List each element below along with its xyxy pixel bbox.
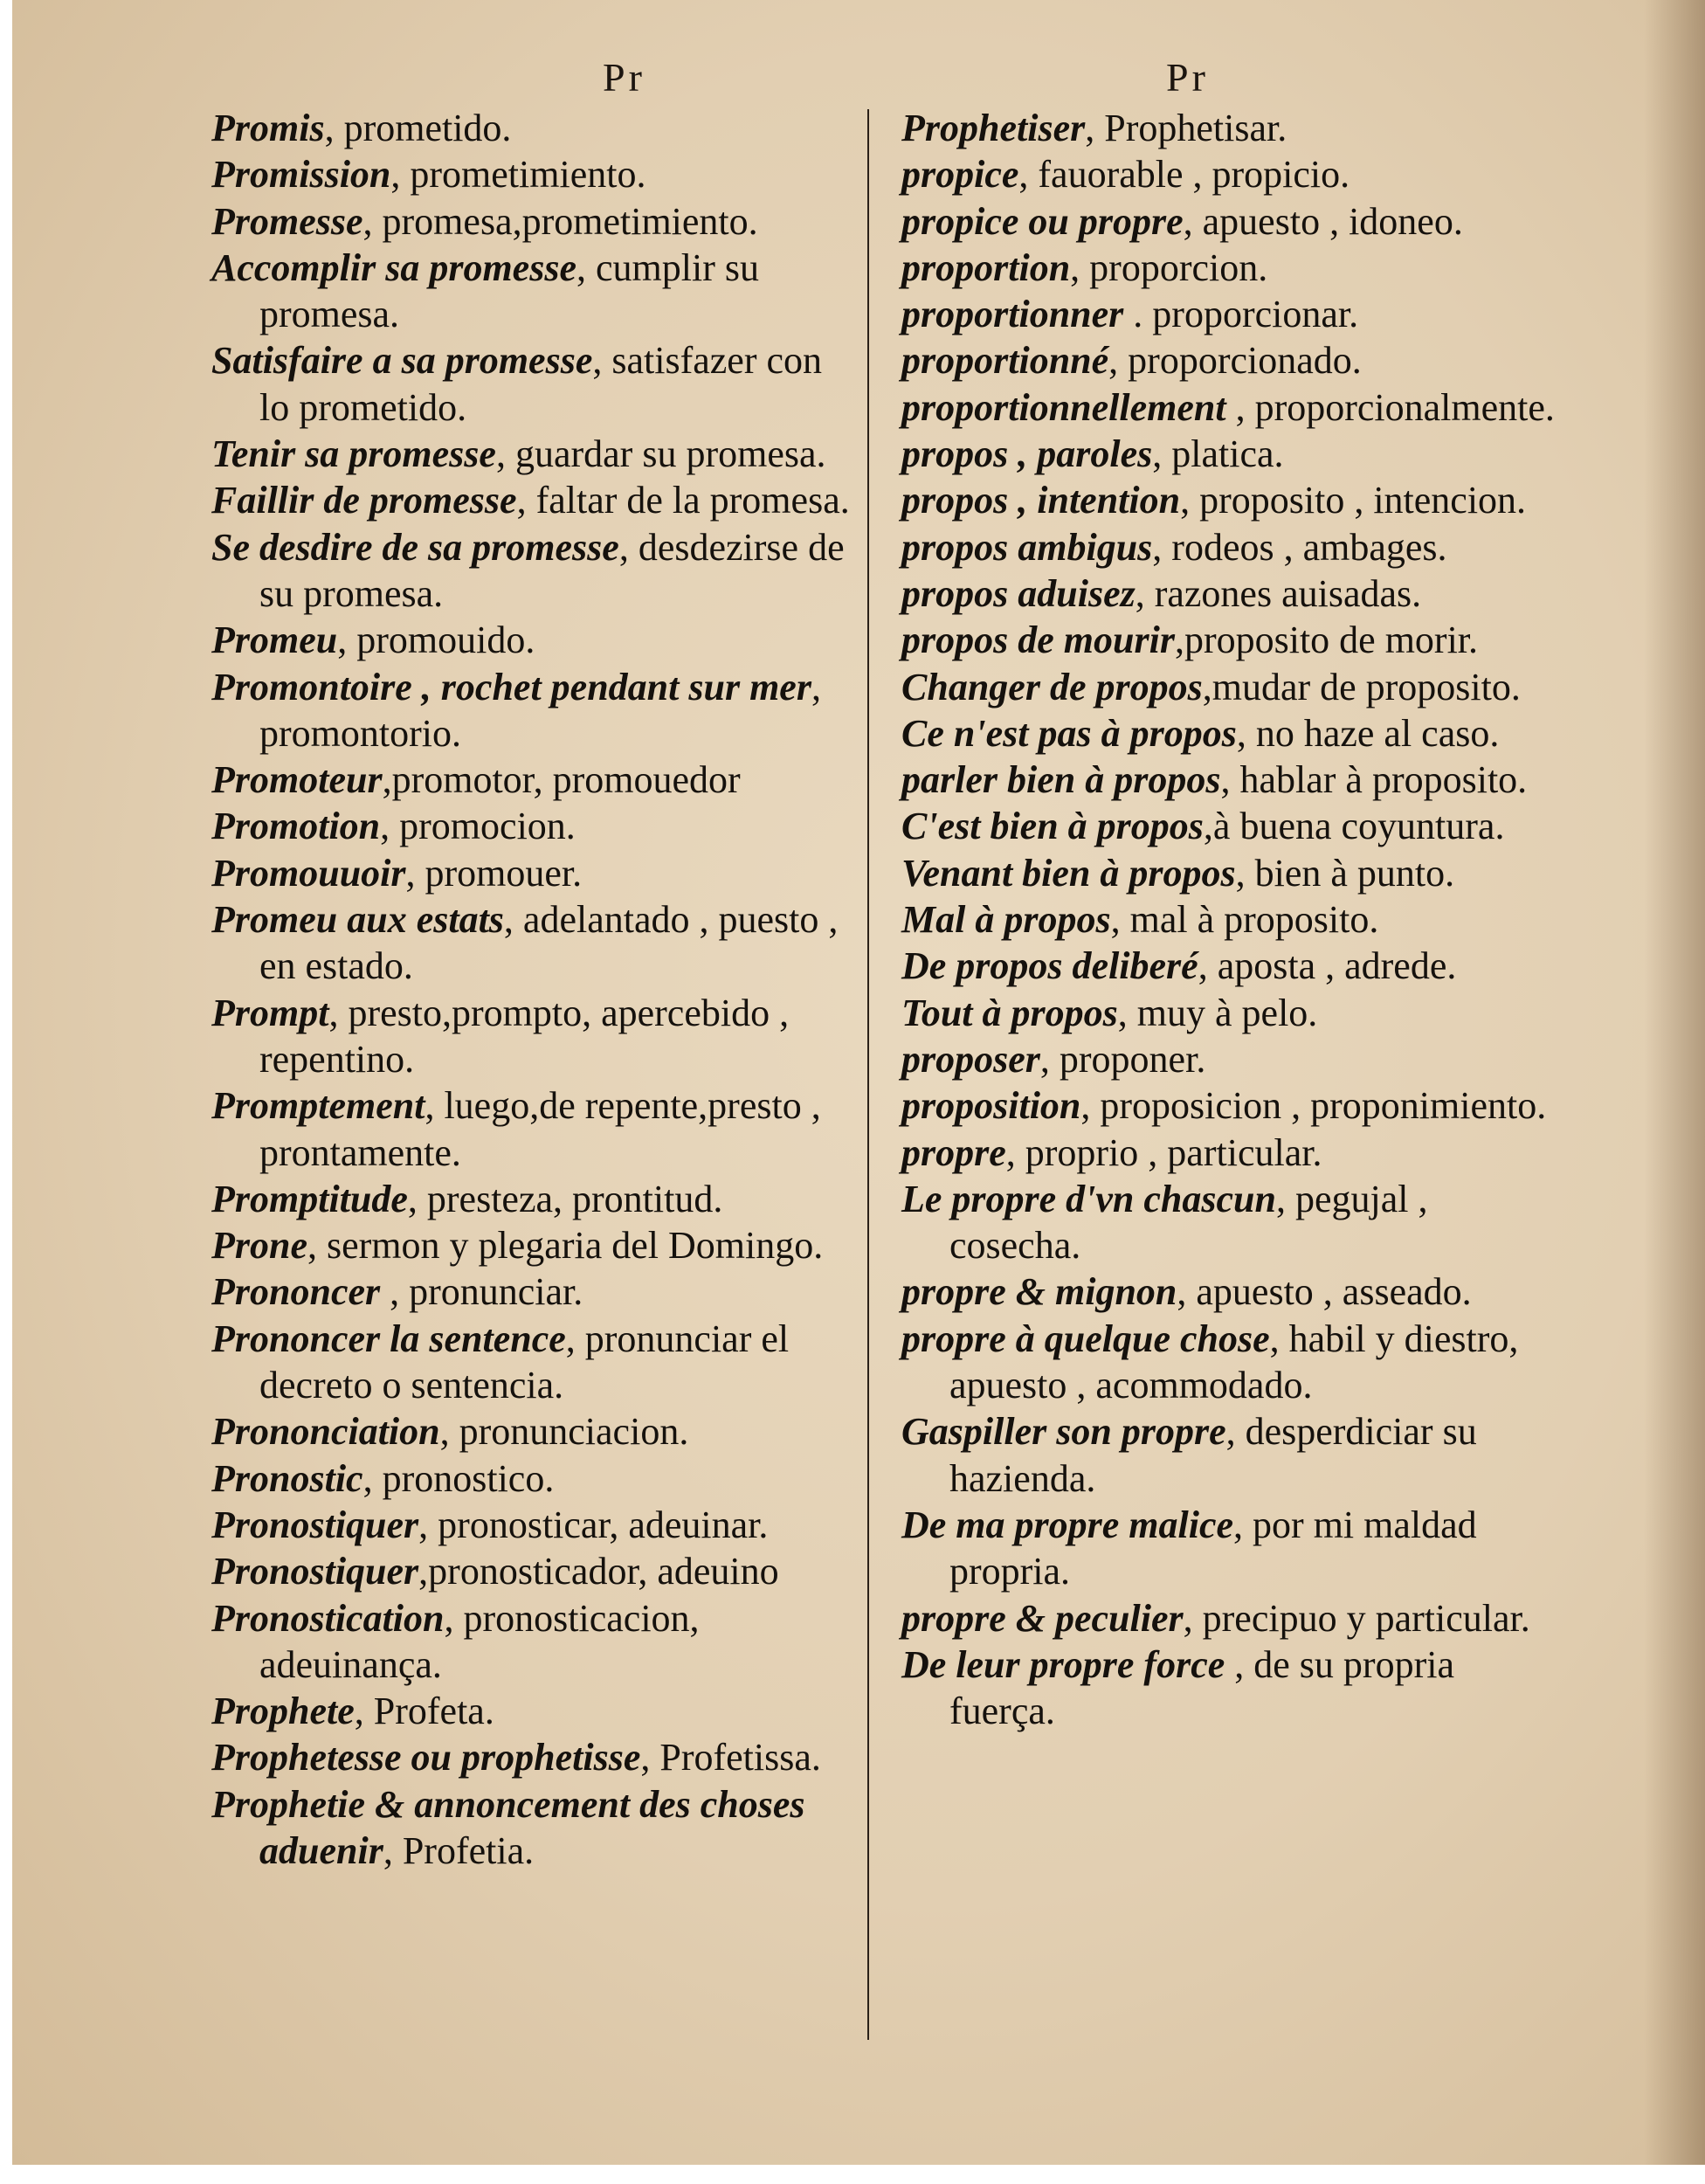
entry-headword: Prononcer la sentence [211, 1317, 566, 1360]
entry-translation: , sermon y plegaria del Domingo. [307, 1224, 824, 1268]
entry-translation: , promesa,prometimiento. [362, 199, 758, 243]
entry-headword: Promeu aux estats [211, 898, 504, 942]
entry-translation: , por mi maldad propria. [949, 1503, 1477, 1593]
entry-headword: Promoteur [211, 758, 383, 802]
dictionary-entry [901, 664, 1555, 710]
entry-translation: , proporcion. [1070, 245, 1268, 289]
dictionary-entry [211, 1734, 853, 1780]
dictionary-entry [211, 337, 853, 431]
entry-translation: , precipuo y particular. [1183, 1596, 1530, 1640]
entry-headword: Prophetie & annoncement des choses aduenir [211, 1782, 805, 1872]
entry-headword: Promis [211, 107, 325, 149]
dictionary-entry [211, 1595, 853, 1689]
entry-headword: Le propre d'vn chascun [901, 1177, 1276, 1220]
entry-headword: Pronostiquer [211, 1550, 419, 1593]
entry-headword: De ma propre malice [901, 1503, 1234, 1546]
dictionary-entry [211, 431, 853, 477]
entry-headword: Prononciation [211, 1410, 440, 1454]
dictionary-entry [901, 990, 1555, 1036]
entry-headword: propos , intention [901, 479, 1181, 522]
dictionary-entry [901, 1268, 1555, 1315]
entry-headword: C'est bien à propos [901, 805, 1204, 848]
entry-headword: Prophete [211, 1690, 355, 1733]
entry-translation: , platica. [1152, 432, 1284, 476]
entry-translation: , fauorable , propicio. [1018, 153, 1350, 197]
entry-translation: , desdezirse de su promesa. [259, 525, 845, 615]
entry-headword: propice [901, 153, 1019, 197]
dictionary-entry [901, 943, 1555, 989]
entry-translation: , Profetissa. [640, 1736, 821, 1780]
entry-translation: , no haze al caso. [1236, 711, 1500, 755]
entry-translation: , de su propria fuerça. [949, 1642, 1454, 1733]
entry-headword: Accomplir sa promesse [211, 245, 576, 289]
entry-translation: , pronunciar el decreto o sentencia. [259, 1317, 790, 1407]
entry-translation: , Prophetisar. [1085, 107, 1287, 149]
left-column [211, 105, 853, 1874]
entry-translation: ,pronosticador, adeuino [418, 1550, 779, 1593]
dictionary-entry [901, 1036, 1555, 1082]
entry-translation: , promouer. [405, 851, 583, 895]
entry-headword: parler bien à propos [901, 758, 1221, 802]
entry-headword: Venant bien à propos [901, 851, 1236, 895]
entry-headword: propre à quelque chose [901, 1317, 1270, 1360]
entry-headword: propos aduisez [901, 571, 1136, 615]
entry-headword: Se desdire de sa promesse [211, 525, 619, 569]
entry-headword: Ce n'est pas à propos [901, 711, 1237, 755]
dictionary-entry [901, 1595, 1555, 1641]
entry-translation: , aposta , adrede. [1198, 944, 1457, 988]
entry-translation: . proporcionar. [1123, 293, 1359, 336]
entry-translation: , pronunciacion. [439, 1410, 689, 1454]
entry-headword: De propos deliberé [901, 944, 1198, 988]
entry-translation: , pronosticar, adeuinar. [418, 1503, 769, 1546]
entry-headword: Tenir sa promesse [211, 432, 496, 476]
dictionary-entry [211, 1222, 853, 1268]
entry-headword: proportionner [901, 293, 1124, 336]
dictionary-entry [211, 757, 853, 803]
dictionary-entry [901, 245, 1555, 291]
dictionary-entry [211, 990, 853, 1083]
dictionary-entry [901, 431, 1555, 477]
entry-translation: , proposicion , proponimiento. [1080, 1084, 1547, 1128]
dictionary-entry [901, 803, 1555, 849]
entry-translation: , Profetia. [383, 1828, 535, 1872]
dictionary-entry [211, 1408, 853, 1455]
entry-headword: proportionnellement [901, 385, 1226, 429]
dictionary-entry [211, 1688, 853, 1734]
entry-headword: Pronostiquer [211, 1503, 419, 1546]
entry-translation: , hablar à proposito. [1220, 758, 1528, 802]
dictionary-entry [901, 1641, 1555, 1735]
entry-translation: , adelantado , puesto , en estado. [259, 898, 839, 988]
entry-headword: propre & peculier [901, 1596, 1184, 1640]
entry-headword: Changer de propos [901, 665, 1203, 708]
dictionary-entry [901, 524, 1555, 570]
dictionary-entry [211, 1176, 853, 1222]
entry-translation: ,à buena coyuntura. [1203, 805, 1505, 848]
entry-headword: Gaspiller son propre [901, 1410, 1226, 1454]
entry-headword: propos , paroles [901, 432, 1153, 476]
entry-headword: Satisfaire a sa promesse [211, 339, 593, 383]
entry-translation: , mal à proposito. [1110, 898, 1379, 942]
dictionary-entry [901, 617, 1555, 663]
dictionary-entry [901, 1130, 1555, 1176]
entry-headword: proportionné [901, 339, 1109, 383]
entry-headword: Prompt [211, 991, 329, 1034]
dictionary-entry [211, 1548, 853, 1594]
entry-translation: , satisfazer con lo prometido. [259, 339, 823, 429]
page-gutter-shadow [1644, 0, 1705, 2165]
dictionary-entry [211, 105, 853, 151]
entry-headword: Promontoire , rochet pendant sur mer [211, 665, 811, 708]
entry-translation: , promontorio. [259, 665, 821, 755]
entry-headword: Promeu [211, 619, 338, 662]
entry-translation: , luego,de repente,presto , prontamente. [259, 1084, 821, 1174]
dictionary-entry [901, 105, 1555, 151]
entry-translation: , proprio , particular. [1005, 1130, 1322, 1174]
dictionary-entry [901, 757, 1555, 803]
dictionary-entry [211, 1781, 853, 1875]
entry-translation: , apuesto , asseado. [1177, 1270, 1472, 1314]
entry-translation: , pronostico. [362, 1456, 555, 1500]
entry-headword: propre [901, 1130, 1006, 1174]
entry-headword: Promptement [211, 1084, 425, 1128]
entry-translation: ,mudar de proposito. [1202, 665, 1521, 708]
entry-headword: Promotion [211, 805, 381, 848]
entry-translation: , habil y diestro, apuesto , acommodado. [949, 1317, 1519, 1407]
entry-translation: , razones auisadas. [1135, 571, 1422, 615]
entry-translation: , pronosticacion, adeuinança. [259, 1596, 700, 1686]
entry-translation: , apuesto , idoneo. [1183, 199, 1463, 243]
dictionary-entry [211, 151, 853, 197]
entry-translation: , presteza, prontitud. [407, 1177, 723, 1220]
entry-headword: proportion [901, 245, 1071, 289]
dictionary-entry [901, 151, 1555, 197]
entry-translation: , pronunciar. [380, 1270, 583, 1314]
entry-translation: , proposito , intencion. [1180, 479, 1527, 522]
entry-headword: Tout à propos [901, 991, 1118, 1034]
entry-headword: Pronostication [211, 1596, 445, 1640]
running-head-right: Pr [1166, 55, 1209, 100]
column-divider [867, 109, 869, 2040]
entry-headword: De leur propre force [901, 1642, 1225, 1686]
dictionary-entry [211, 1455, 853, 1502]
entry-translation: , prometido. [324, 107, 512, 149]
entry-translation: ,proposito de morir. [1174, 619, 1479, 662]
entry-headword: Mal à propos [901, 898, 1111, 942]
dictionary-entry [211, 477, 853, 523]
entry-headword: Promesse [211, 199, 363, 243]
dictionary-entry [901, 570, 1555, 617]
entry-headword: Prononcer [211, 1270, 381, 1314]
dictionary-entry [901, 1316, 1555, 1409]
dictionary-entry [901, 850, 1555, 896]
entry-translation: , desperdiciar su hazienda. [949, 1410, 1477, 1500]
dictionary-entry [901, 477, 1555, 523]
entry-translation: , prometimiento. [390, 153, 646, 197]
entry-translation: , Profeta. [354, 1690, 494, 1733]
entry-headword: propos ambigus [901, 525, 1153, 569]
dictionary-entry [211, 524, 853, 618]
entry-translation: , promouido. [337, 619, 535, 662]
entry-translation: , faltar de la promesa. [516, 479, 850, 522]
entry-translation: , rodeos , ambages. [1152, 525, 1447, 569]
entry-headword: propos de mourir [901, 619, 1175, 662]
entry-headword: Faillir de promesse [211, 479, 517, 522]
dictionary-entry [211, 1316, 853, 1409]
dictionary-entry [901, 710, 1555, 757]
dictionary-entry [901, 198, 1555, 245]
dictionary-entry [901, 291, 1555, 337]
dictionary-entry [901, 337, 1555, 384]
dictionary-entry [211, 1268, 853, 1315]
entry-headword: Pronostic [211, 1456, 363, 1500]
entry-headword: Promouuoir [211, 851, 406, 895]
entry-headword: proposer [901, 1037, 1040, 1081]
entry-headword: propice ou propre [901, 199, 1184, 243]
entry-translation: , muy à pelo. [1117, 991, 1318, 1034]
entry-translation: , proporcionalmente. [1225, 385, 1555, 429]
dictionary-entry [211, 198, 853, 245]
running-head-left: Pr [603, 55, 645, 100]
entry-translation: ,promotor, promouedor [382, 758, 741, 802]
entry-translation: , proponer. [1039, 1037, 1206, 1081]
entry-translation: , presto,prompto, apercebido , repentino. [259, 991, 790, 1081]
entry-translation: , bien à punto. [1235, 851, 1455, 895]
entry-translation: , promocion. [380, 805, 576, 848]
dictionary-entry [211, 1082, 853, 1176]
dictionary-entry [901, 896, 1555, 943]
entry-translation: , cumplir su promesa. [259, 245, 759, 336]
entry-headword: propre & mignon [901, 1270, 1177, 1314]
entry-headword: Prophetesse ou prophetisse [211, 1736, 641, 1780]
dictionary-entry [211, 664, 853, 757]
right-column [901, 105, 1555, 1734]
dictionary-entry [211, 617, 853, 663]
entry-headword: proposition [901, 1084, 1081, 1128]
entry-translation: , proporcionado. [1108, 339, 1362, 383]
entry-headword: Promission [211, 153, 391, 197]
dictionary-entry [901, 1408, 1555, 1502]
dictionary-entry [901, 1176, 1555, 1269]
dictionary-entry [901, 1082, 1555, 1129]
entry-headword: Promptitude [211, 1177, 408, 1220]
entry-translation: , guardar su promesa. [495, 432, 826, 476]
entry-headword: Prophetiser [901, 107, 1086, 149]
dictionary-entry [211, 245, 853, 338]
dictionary-entry [901, 384, 1555, 431]
dictionary-entry [211, 850, 853, 896]
dictionary-entry [211, 803, 853, 849]
entry-translation: , pegujal , cosecha. [949, 1177, 1428, 1268]
entry-headword: Prone [211, 1224, 307, 1268]
dictionary-entry [211, 896, 853, 990]
dictionary-entry [901, 1502, 1555, 1595]
dictionary-entry [211, 1502, 853, 1548]
